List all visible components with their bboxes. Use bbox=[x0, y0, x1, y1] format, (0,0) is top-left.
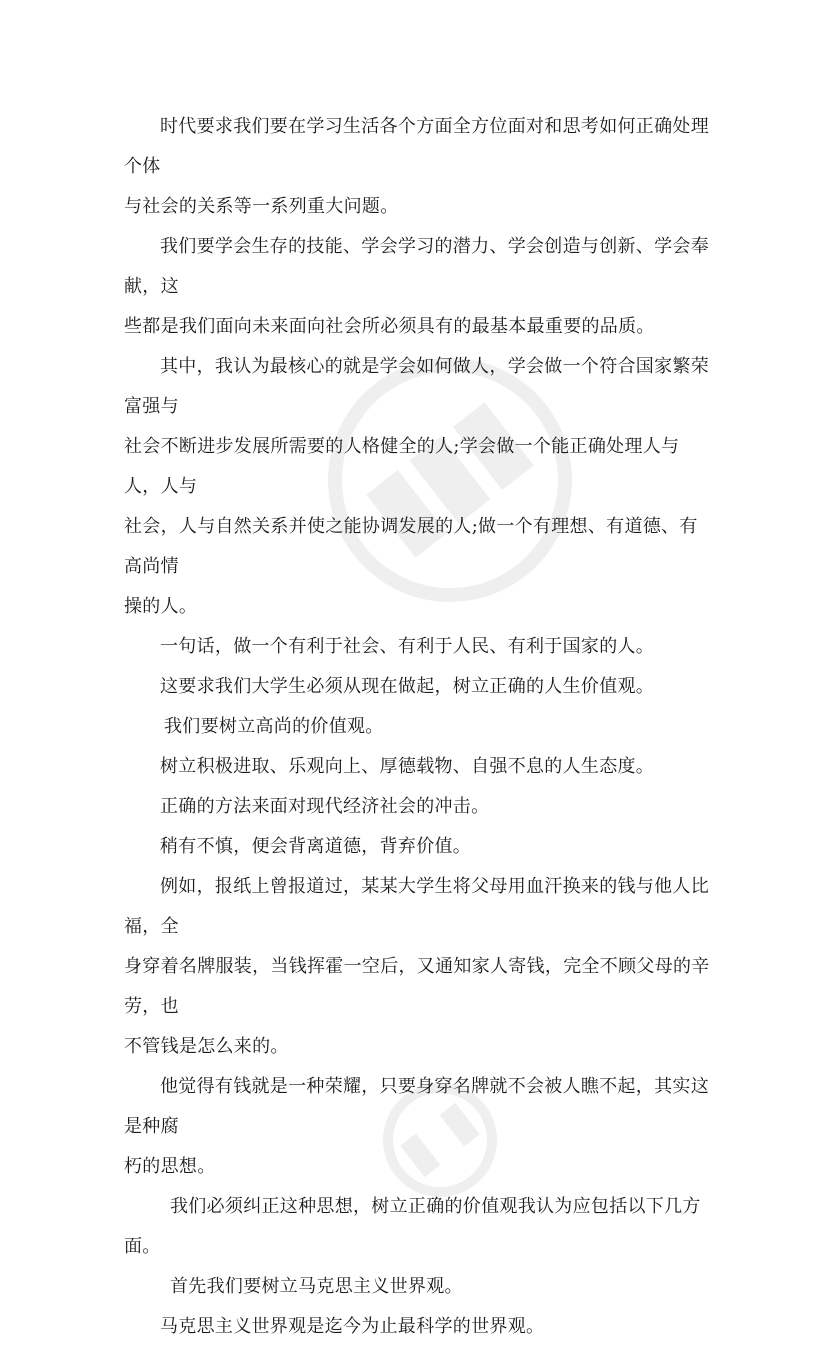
paragraph-4 bbox=[124, 627, 714, 667]
paragraph-12 bbox=[124, 1187, 714, 1267]
paragraph-line: 朽的思想。 bbox=[124, 1156, 216, 1177]
paragraph-14 bbox=[124, 1307, 714, 1347]
paragraph-6 bbox=[124, 707, 714, 747]
paragraph-line: 这要求我们大学生必须从现在做起，树立正确的人生价值观。 bbox=[160, 676, 655, 697]
paragraph-line: 与社会的关系等一系列重大问题。 bbox=[124, 196, 399, 217]
paragraph-line: 他觉得有钱就是一种荣耀，只要身穿名牌就不会被人瞧不起，其实这是种腐 bbox=[124, 1076, 709, 1137]
paragraph-line: 马克思主义世界观是迄今为止最科学的世界观。 bbox=[160, 1316, 545, 1337]
paragraph-line: 社会不断进步发展所需要的人格健全的人;学会做一个能正确处理人与人，人与 bbox=[124, 436, 680, 497]
paragraph-8 bbox=[124, 787, 714, 827]
paragraph-line: 操的人。 bbox=[124, 596, 198, 617]
paragraph-line: 社会，人与自然关系并使之能协调发展的人;做一个有理想、有道德、有高尚情 bbox=[124, 516, 698, 577]
paragraph-line: 其中，我认为最核心的就是学会如何做人，学会做一个符合国家繁荣富强与 bbox=[124, 356, 709, 417]
paragraph-7 bbox=[124, 747, 714, 787]
paragraph-line: 不管钱是怎么来的。 bbox=[124, 1036, 289, 1057]
paragraph-1 bbox=[124, 107, 714, 227]
paragraph-line: 树立积极进取、乐观向上、厚德载物、自强不息的人生态度。 bbox=[160, 756, 655, 777]
paragraph-line: 些都是我们面向未来面向社会所必须具有的最基本最重要的品质。 bbox=[124, 316, 655, 337]
paragraph-13 bbox=[124, 1267, 714, 1307]
paragraph-line: 时代要求我们要在学习生活各个方面全方位面对和思考如何正确处理个体 bbox=[124, 116, 709, 177]
paragraph-9 bbox=[124, 827, 714, 867]
document-body bbox=[124, 107, 714, 1347]
paragraph-line: 身穿着名牌服装，当钱挥霍一空后，又通知家人寄钱，完全不顾父母的辛劳，也 bbox=[124, 956, 710, 1017]
paragraph-line: 我们必须纠正这种思想，树立正确的价值观我认为应包括以下几方面。 bbox=[124, 1196, 701, 1257]
paragraph-line: 例如，报纸上曾报道过，某某大学生将父母用血汗换来的钱与他人比福，全 bbox=[124, 876, 709, 937]
paragraph-10 bbox=[124, 867, 714, 1067]
paragraph-line: 我们要学会生存的技能、学会学习的潜力、学会创造与创新、学会奉献，这 bbox=[124, 236, 709, 297]
paragraph-line: 首先我们要树立马克思主义世界观。 bbox=[170, 1276, 463, 1297]
paragraph-5 bbox=[124, 667, 714, 707]
paragraph-line: 正确的方法来面对现代经济社会的冲击。 bbox=[160, 796, 490, 817]
paragraph-11 bbox=[124, 1067, 714, 1187]
paragraph-3 bbox=[124, 347, 714, 627]
paragraph-2 bbox=[124, 227, 714, 347]
paragraph-line: 我们要树立高尚的价值观。 bbox=[164, 716, 384, 737]
paragraph-line: 一句话，做一个有利于社会、有利于人民、有利于国家的人。 bbox=[160, 636, 655, 657]
paragraph-line: 稍有不慎，便会背离道德，背弃价值。 bbox=[160, 836, 472, 857]
